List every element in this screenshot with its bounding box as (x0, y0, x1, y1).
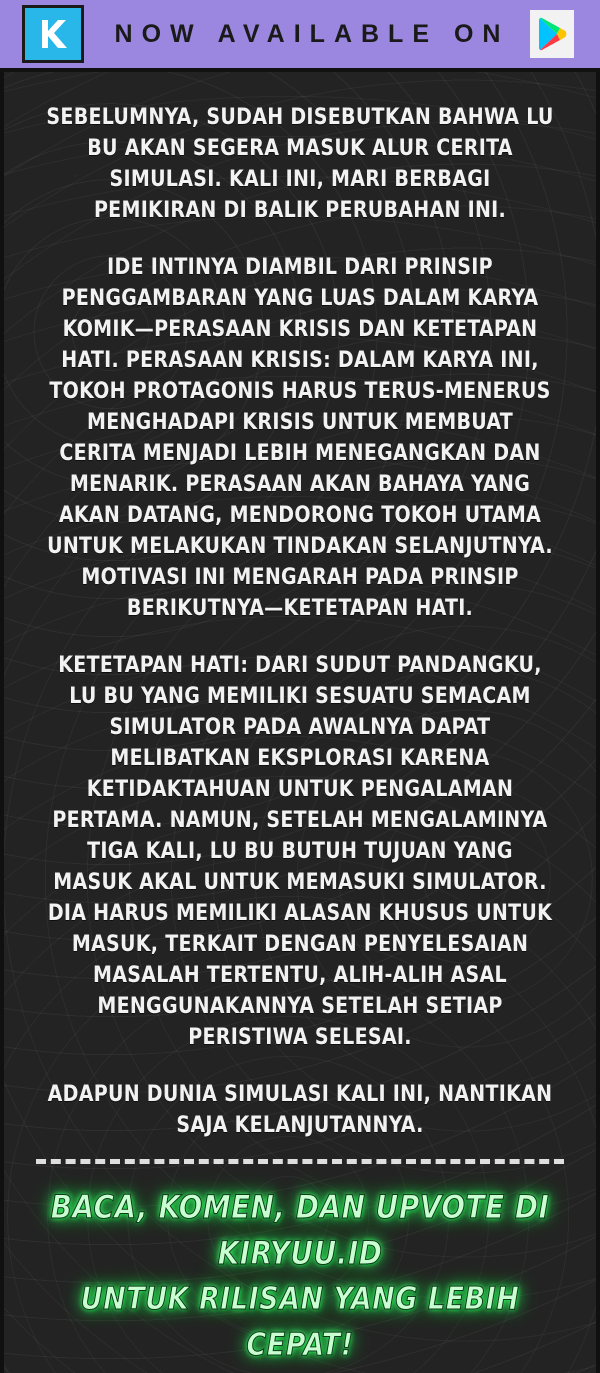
google-play-icon[interactable] (526, 8, 578, 60)
dashed-divider (36, 1159, 564, 1164)
paragraph-3: KETETAPAN HATI: DARI SUDUT PANDANGKU, LU BU YANG MEMILIKI SESUATU SEMACAM SIMULATOR PADA AWALNYA DAPAT MELIBATKAN EKSPLORASI KARENA KETIDAKTAHUAN UNTUK PENGALAMAN PERTAMA. NAMUN, SETELAH MENGALAMINYA TIGA KALI, LU BU BUTUH TUJUAN YANG MASUK AKAL UNTUK MEMASUKI SIMULATOR. DIA HARUS MEMILIKI ALASAN KHUSUS UNTUK MASUK, TERKAIT DENGAN PENYELESAIAN MASALAH TERTENTU, ALIH-ALIH ASAL MENGGUNAKANNYA SETELAH SETIAP PERISTIWA SELESAI. (47, 652, 553, 1050)
paragraph-4: ADAPUN DUNIA SIMULASI KALI INI, NANTIKAN SAJA KELANJUTANNYA. (47, 1081, 553, 1138)
kiryuu-k-logo-icon (22, 5, 84, 63)
top-banner (0, 0, 600, 72)
cta-line-1: BACA, KOMEN, DAN UPVOTE DI KIRYUU.ID (50, 1188, 550, 1272)
banner-title: NOW AVAILABLE ON (114, 19, 510, 48)
announcement-body (0, 72, 600, 1373)
cta-line-2: UNTUK RILISAN YANG LEBIH CEPAT! (80, 1281, 520, 1363)
paragraph-1: SEBELUMNYA, SUDAH DISEBUTKAN BAHWA LU BU AKAN SEGERA MASUK ALUR CERITA SIMULASI. KALI INI, MARI BERBAGI PEMIKIRAN DI BALIK PERUBAHAN INI. (46, 104, 554, 223)
call-to-action[interactable] (30, 1178, 570, 1368)
paragraph-2: IDE INTINYA DIAMBIL DARI PRINSIP PENGGAMBARAN YANG LUAS DALAM KARYA KOMIK—PERASAAN KRISIS DAN KETETAPAN HATI. PERASAAN KRISIS: DALAM KARYA INI, TOKOH PROTAGONIS HARUS TERUS-MENERUS MENGHADAPI KRISIS UNTUK MEMBUAT CERITA MENJADI LEBIH MENEGANGKAN DAN MENARIK. PERASAAN AKAN BAHAYA YANG AKAN DATANG, MENDORONG TOKOH UTAMA UNTUK MELAKUKAN TINDAKAN SELANJUTNYA. MOTIVASI INI MENGARAH PADA PRINSIP BERIKUTNYA—KETETAPAN HATI. (47, 254, 553, 621)
